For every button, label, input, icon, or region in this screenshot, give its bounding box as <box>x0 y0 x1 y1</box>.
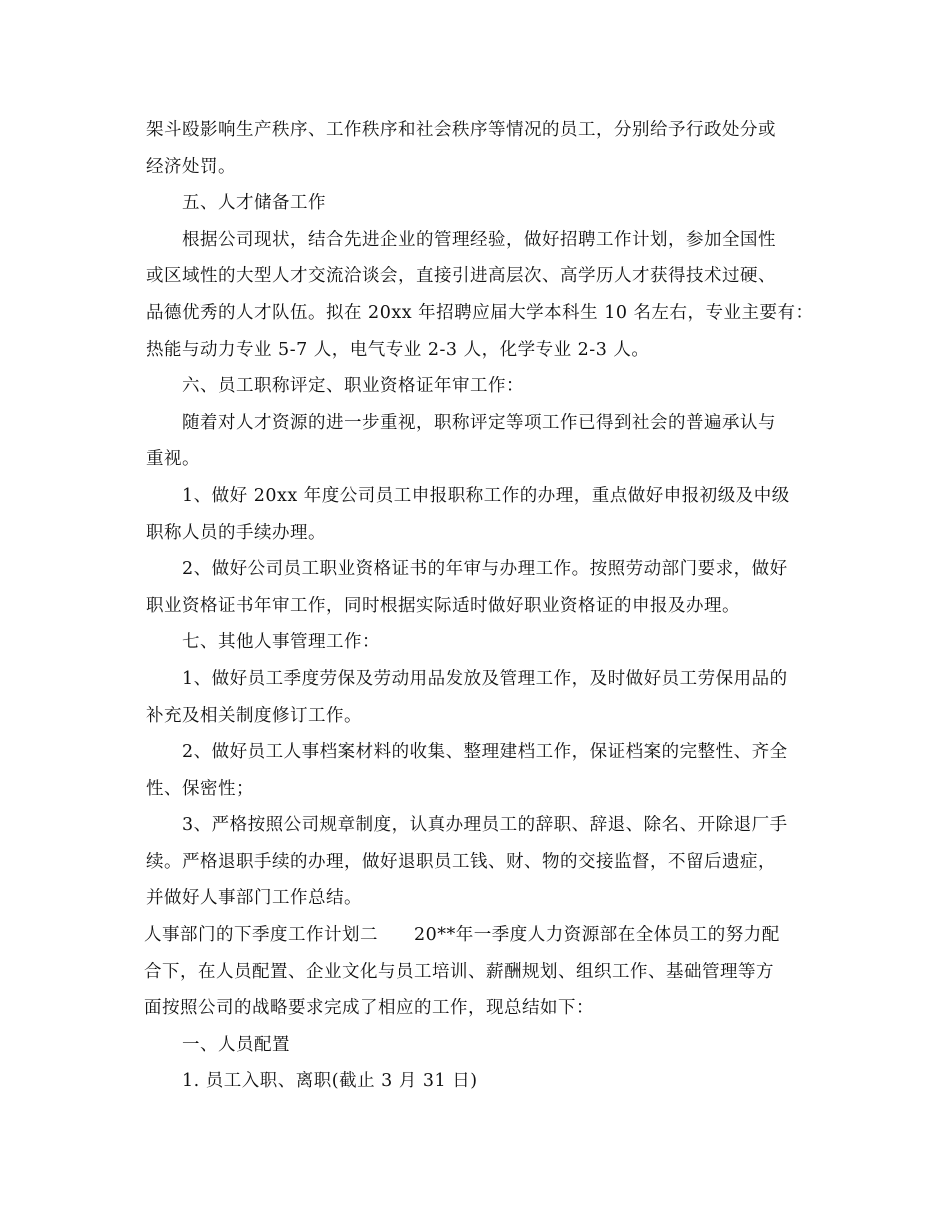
list-item: 1. 员工入职、离职(截止 3 月 31 日) <box>182 1071 478 1092</box>
section-heading: 一、人员配置 <box>182 1034 290 1055</box>
text-line: 性、保密性； <box>146 778 254 799</box>
text-line: 合下，在人员配置、企业文化与员工培训、薪酬规划、组织工作、基础管理等方 <box>144 961 774 982</box>
text-line: 架斗殴影响生产秩序、工作秩序和社会秩序等情况的员工，分别给予行政处分或 <box>146 120 776 140</box>
text-line: 职称人员的手续办理。 <box>146 522 326 543</box>
text-line: 品德优秀的人才队伍。拟在 20xx 年招聘应届大学本科生 10 名左右，专业主要有： <box>146 302 814 323</box>
text-line: 续。严格退职手续的办理，做好退职员工钱、财、物的交接监督，不留后遗症， <box>146 851 776 872</box>
text-line: 随着对人才资源的进一步重视，职称评定等项工作已得到社会的普遍承认与 <box>182 412 776 433</box>
section-heading: 五、人才储备工作 <box>182 193 326 214</box>
text-line: 根据公司现状，结合先进企业的管理经验，做好招聘工作计划，参加全国性 <box>182 229 776 250</box>
section-heading: 六、员工职称评定、职业资格证年审工作： <box>182 376 524 397</box>
text-line: 面按照公司的战略要求完成了相应的工作，现总结如下： <box>144 998 594 1019</box>
document-body <box>144 112 814 1100</box>
list-item: 1、做好员工季度劳保及劳动用品发放及管理工作，及时做好员工劳保用品的 <box>182 668 788 689</box>
text-line: 职业资格证书年审工作，同时根据实际适时做好职业资格证的申报及办理。 <box>146 595 740 616</box>
list-item: 2、做好员工人事档案材料的收集、整理建档工作，保证档案的完整性、齐全 <box>182 742 788 763</box>
section-heading: 七、其他人事管理工作： <box>182 632 380 653</box>
subsection-title: 人事部门的下季度工作计划二 20**年一季度人力资源部在全体员工的努力配 <box>144 925 780 946</box>
list-item: 1、做好 20xx 年度公司员工申报职称工作的办理，重点做好申报初级及中级 <box>182 485 790 506</box>
text-line: 重视。 <box>146 449 200 470</box>
text-line: 补充及相关制度修订工作。 <box>146 705 362 726</box>
list-item: 3、严格按照公司规章制度，认真办理员工的辞职、辞退、除名、开除退厂手 <box>182 815 788 836</box>
text-line: 热能与动力专业 5-7 人，电气专业 2-3 人，化学专业 2-3 人。 <box>146 339 650 360</box>
text-line: 并做好人事部门工作总结。 <box>146 888 362 909</box>
list-item: 2、做好公司员工职业资格证书的年审与办理工作。按照劳动部门要求，做好 <box>182 559 788 580</box>
text-line: 经济处罚。 <box>146 156 236 177</box>
text-line: 或区域性的大型人才交流洽谈会，直接引进高层次、高学历人才获得技术过硬、 <box>146 266 776 287</box>
